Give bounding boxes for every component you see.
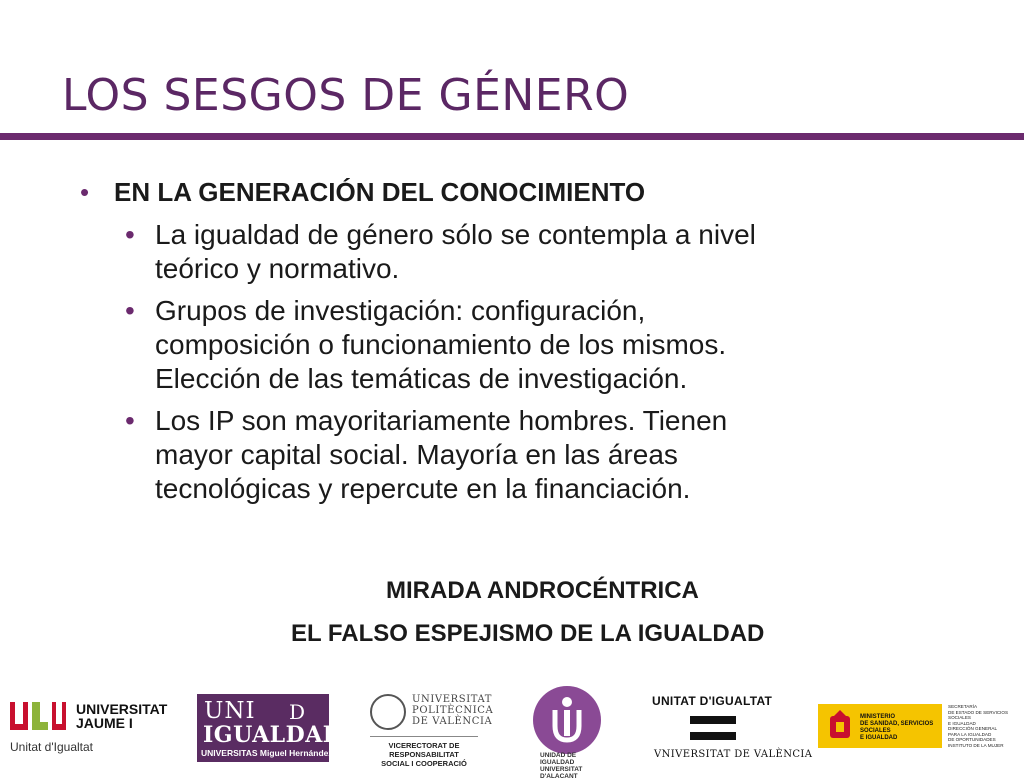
- slide-body: [80, 176, 920, 514]
- upv-name: [412, 694, 493, 727]
- upv-divider: [370, 736, 478, 737]
- upv-seal-icon: [370, 694, 406, 730]
- list-item: [80, 294, 920, 396]
- upv-logo: [370, 692, 494, 768]
- side-line: E IGUALDAD: [948, 720, 976, 726]
- upv-name-line: DE VALÈNCIA: [412, 716, 493, 727]
- ua-label: [540, 752, 610, 780]
- upv-name-line: UNIVERSITAT: [412, 694, 493, 705]
- uji-unit: Unitat d'Igualtat: [10, 740, 94, 754]
- umh-igualdad-logo: [197, 694, 343, 762]
- title-divider: [0, 133, 1024, 140]
- bullet-marker: •: [125, 405, 135, 436]
- section-heading-bullet: [80, 176, 920, 208]
- umh-line-3: UNIVERSITAS Miguel Hernández: [201, 748, 333, 758]
- bullet-line: teórico y normativo.: [155, 253, 400, 284]
- bullet-marker: •: [125, 295, 135, 326]
- bullet-line: La igualdad de género sólo se contempla a nivel: [155, 219, 756, 250]
- upv-vice-line: SOCIAL I COOPERACIÓ: [381, 759, 467, 768]
- logo-strip: [0, 686, 1024, 780]
- upv-vicerectorat: [370, 741, 478, 768]
- ua-label-line: UNIDAD DE IGUALDAD: [540, 752, 577, 766]
- side-line: DE ESTADO DE SERVICIOS SOCIALES: [948, 709, 1009, 720]
- uji-name-line: JAUME I: [76, 715, 133, 731]
- list-item: [80, 218, 920, 286]
- uji-name-line: UNIVERSITAT: [76, 701, 168, 717]
- side-line: SECRETARÍA: [948, 704, 978, 709]
- uji-name: [76, 702, 167, 730]
- side-line: PARA LA IGUALDAD: [948, 731, 992, 737]
- list-item: [80, 404, 920, 506]
- equals-bar-icon: [690, 716, 736, 724]
- uv-top-label: UNITAT D'IGUALTAT: [652, 694, 773, 708]
- ua-circle-icon: [533, 686, 601, 754]
- umh-line-2: IGUALDAD: [203, 722, 343, 748]
- ministerio-line: DE SANIDAD, SERVICIOS SOCIALES: [860, 721, 934, 734]
- ua-label-line: UNIVERSITAT D'ALACANT: [540, 766, 583, 780]
- upv-name-line: POLITÈCNICA: [412, 705, 494, 716]
- side-line: DIRECCIÓN GENERAL: [948, 726, 998, 731]
- bullet-line: Los IP son mayoritariamente hombres. Tienen: [155, 405, 728, 436]
- side-line: INSTITUTO DE LA MUJER: [948, 742, 1004, 748]
- conclusion-false-equality: EL FALSO ESPEJISMO DE LA IGUALDAD: [291, 620, 765, 647]
- ua-u-icon: [533, 686, 601, 754]
- bullet-line: tecnológicas y repercute en la financiación.: [155, 473, 691, 504]
- bullet-line: Elección de las temáticas de investigación.: [155, 363, 688, 394]
- umh-line-1b: D: [289, 700, 306, 724]
- section-heading: EN LA GENERACIÓN DEL CONOCIMIENTO: [114, 177, 646, 207]
- conclusion-androcentric: MIRADA ANDROCÉNTRICA: [386, 577, 699, 604]
- uv-logo: [650, 694, 813, 766]
- upv-vice-line: VICERECTORAT DE RESPONSABILITAT: [388, 741, 460, 759]
- umh-line-1: UNI: [204, 698, 256, 724]
- ministerio-line: E IGUALDAD: [860, 735, 898, 741]
- bullet-line: composición o funcionamiento de los mismos.: [155, 329, 727, 360]
- slide-title: LOS SESGOS DE GÉNERO: [62, 70, 630, 121]
- ua-logo: [530, 686, 610, 780]
- ministerio-name: [860, 714, 942, 742]
- ministerio-logo: [818, 704, 1018, 748]
- side-line: DE OPORTUNIDADES: [948, 737, 996, 742]
- ministerio-line: MINISTERIO: [860, 714, 896, 720]
- bullet-line: Grupos de investigación: configuración,: [155, 295, 646, 326]
- uv-bottom-label: VNIVERSITAT DE VALÈNCIA: [654, 749, 813, 760]
- spain-coat-of-arms-icon: [826, 710, 854, 742]
- uji-mark-icon: [10, 702, 72, 730]
- bullet-line: mayor capital social. Mayoría en las áreas: [155, 439, 678, 470]
- ministerio-flag: [818, 704, 942, 748]
- sub-bullet-list: [80, 218, 920, 506]
- uji-logo: [10, 700, 180, 760]
- equals-bar-icon: [690, 732, 736, 740]
- bullet-marker: •: [125, 219, 135, 250]
- bullet-marker: •: [80, 177, 90, 207]
- ministerio-side-text: [948, 704, 1018, 748]
